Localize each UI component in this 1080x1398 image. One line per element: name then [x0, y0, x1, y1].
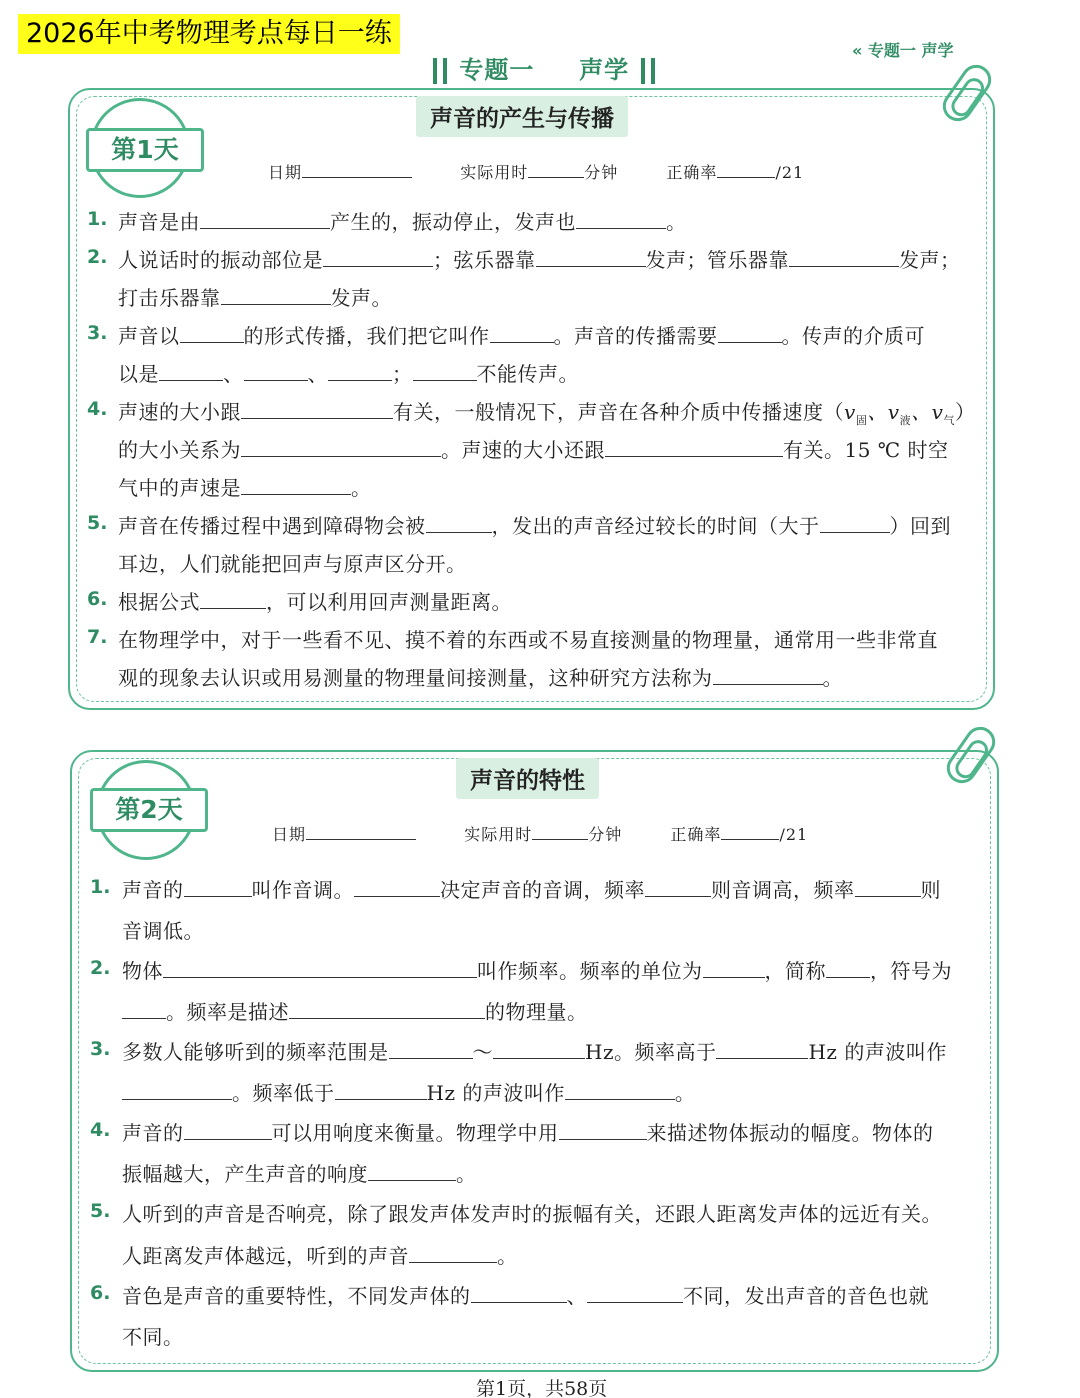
answer-blank[interactable] — [389, 1043, 473, 1059]
answer-blank[interactable] — [426, 517, 492, 533]
question-number: 4. — [90, 1119, 111, 1141]
question-number: 5. — [90, 1200, 111, 1222]
topic-title — [430, 50, 658, 85]
answer-blank[interactable] — [244, 365, 308, 381]
accuracy-blank[interactable] — [721, 826, 779, 840]
day1-q4-line2: 的大小关系为 。声速的大小还跟 有关。15 ℃ 时空 — [118, 438, 949, 462]
day1-q6: 根据公式 ，可以利用回声测量距离。 — [118, 590, 512, 614]
answer-blank[interactable] — [180, 327, 244, 343]
answer-blank[interactable] — [122, 1084, 232, 1100]
answer-blank[interactable] — [184, 881, 252, 897]
day2-q4-line1: 声音的 可以用响度来衡量。物理学中用 来描述物体振动的幅度。物体的 — [122, 1121, 934, 1145]
answer-blank[interactable] — [328, 365, 392, 381]
day2-meta — [272, 822, 808, 845]
question-number: 3. — [90, 1038, 111, 1060]
day2-q3-line2: 。频率低于 Hz 的声波叫作 。 — [122, 1077, 695, 1106]
page-footer: 第1页，共58页 — [476, 1378, 608, 1398]
day1-q4-line3: 气中的声速是 。 — [118, 476, 372, 500]
answer-blank[interactable] — [645, 881, 711, 897]
answer-blank[interactable] — [820, 517, 890, 533]
question-number: 4. — [87, 398, 108, 420]
answer-blank[interactable] — [703, 962, 765, 978]
question-number: 2. — [87, 246, 108, 268]
day2-q1-line2: 音调低。 — [122, 919, 204, 943]
day2-q5-line1: 人听到的声音是否响亮，除了跟发声体发声时的振幅有关，还跟人距离发声体的远近有关。 — [122, 1202, 942, 1226]
answer-blank[interactable] — [289, 1003, 485, 1019]
day1-q5-line1: 声音在传播过程中遇到障碍物会被 ，发出的声音经过较长的时间（大于 ）回到 — [118, 514, 951, 538]
question-number: 1. — [90, 876, 111, 898]
answer-blank[interactable] — [221, 289, 331, 305]
day2-q2-line2: 。频率是描述 的物理量。 — [122, 996, 588, 1025]
answer-blank[interactable] — [335, 1084, 427, 1100]
day1-q4-line1: 声速的大小跟 有关，一般情况下，声音在各种介质中传播速度（$v_固$、$v_液$、$v_气$） — [118, 400, 976, 427]
time-blank[interactable] — [532, 826, 588, 840]
answer-blank[interactable] — [200, 213, 330, 229]
answer-blank[interactable] — [536, 251, 646, 267]
answer-blank[interactable] — [323, 251, 433, 267]
day1-q3-line1: 声音以 的形式传播，我们把它叫作 。声音的传播需要 。传声的介质可 — [118, 324, 925, 348]
day1-q2-line2: 打击乐器靠 发声。 — [118, 286, 392, 310]
question-number: 5. — [87, 512, 108, 534]
answer-blank[interactable] — [368, 1165, 456, 1181]
answer-blank[interactable] — [789, 251, 899, 267]
answer-blank[interactable] — [493, 1043, 585, 1059]
topic-title-left: 专题一 — [459, 56, 535, 84]
document-banner: 2026年中考物理考点每日一练 — [18, 14, 400, 54]
day1-meta — [268, 160, 804, 183]
answer-blank[interactable] — [471, 1287, 567, 1303]
day1-q1: 声音是由 产生的，振动停止，发声也 。 — [118, 210, 687, 234]
day1-q5-line2: 耳边，人们就能把回声与原声区分开。 — [118, 552, 467, 576]
answer-blank[interactable] — [716, 1043, 808, 1059]
answer-blank[interactable] — [354, 881, 440, 897]
date-blank[interactable] — [306, 826, 416, 840]
answer-blank[interactable] — [184, 1124, 272, 1140]
date-label: 日期 — [268, 163, 303, 182]
total-label: /21 — [775, 163, 805, 182]
time-label: 实际用时 — [460, 163, 529, 182]
day2-q3-line1: 多数人能够听到的频率范围是 ～ Hz。频率高于 Hz 的声波叫作 — [122, 1040, 947, 1064]
question-number: 7. — [87, 626, 108, 648]
answer-blank[interactable] — [605, 441, 783, 457]
question-number: 1. — [87, 208, 108, 230]
day1-section-title: 声音的产生与传播 — [416, 96, 628, 137]
header-topic-label: « 专题一 声学 — [852, 41, 954, 60]
answer-blank[interactable] — [490, 327, 554, 343]
answer-blank[interactable] — [241, 441, 441, 457]
title-bar-left — [433, 58, 437, 84]
accuracy-label: 正确率 — [666, 163, 718, 182]
day1-q7-line1: 在物理学中，对于一些看不见、摸不着的东西或不易直接测量的物理量，通常用一些非常直 — [118, 628, 938, 652]
topic-title-right: 声学 — [579, 56, 630, 84]
answer-blank[interactable] — [826, 962, 870, 978]
day2-q1-line1: 声音的 叫作音调。 决定声音的音调，频率 则音调高，频率 则 — [122, 878, 941, 902]
answer-blank[interactable] — [163, 962, 477, 978]
answer-blank[interactable] — [413, 365, 477, 381]
answer-blank[interactable] — [241, 479, 351, 495]
answer-blank[interactable] — [576, 213, 666, 229]
answer-blank[interactable] — [855, 881, 921, 897]
accuracy-label: 正确率 — [670, 825, 722, 844]
answer-blank[interactable] — [200, 593, 266, 609]
title-bar-left-2 — [443, 58, 447, 84]
date-blank[interactable] — [302, 164, 412, 178]
answer-blank[interactable] — [122, 1003, 166, 1019]
answer-blank[interactable] — [559, 1124, 647, 1140]
question-number: 2. — [90, 957, 111, 979]
minutes-label: 分钟 — [584, 163, 619, 182]
day1-q7-line2: 观的现象去认识或用易测量的物理量间接测量，这种研究方法称为 。 — [118, 666, 843, 690]
answer-blank[interactable] — [587, 1287, 683, 1303]
answer-blank[interactable] — [241, 403, 393, 419]
day2-q6-line1: 音色是声音的重要特性，不同发声体的 、 不同，发出声音的音色也就 — [122, 1284, 929, 1308]
answer-blank[interactable] — [718, 327, 782, 343]
day1-q2-line1: 人说话时的振动部位是 ；弦乐器靠 发声；管乐器靠 发声； — [118, 248, 961, 272]
day2-badge: 第2天 — [90, 788, 208, 832]
day1-q3-line2: 以是 、 、 ； 不能传声。 — [118, 362, 579, 386]
question-number: 6. — [90, 1282, 111, 1304]
accuracy-blank[interactable] — [717, 164, 775, 178]
answer-blank[interactable] — [409, 1247, 497, 1263]
minutes-label: 分钟 — [588, 825, 623, 844]
question-number: 3. — [87, 322, 108, 344]
day2-q6-line2: 不同。 — [122, 1325, 184, 1349]
time-blank[interactable] — [528, 164, 584, 178]
title-bar-right — [641, 58, 645, 84]
time-label: 实际用时 — [464, 825, 533, 844]
day2-q4-line2: 振幅越大，产生声音的响度 。 — [122, 1162, 477, 1186]
title-bar-right-2 — [651, 58, 655, 84]
question-number: 6. — [87, 588, 108, 610]
date-label: 日期 — [272, 825, 307, 844]
answer-blank[interactable] — [565, 1084, 675, 1100]
day2-q2-line1: 物体 叫作频率。频率的单位为 ，简称 ，符号为 — [122, 959, 952, 983]
day2-section-title: 声音的特性 — [456, 758, 599, 799]
answer-blank[interactable] — [159, 365, 223, 381]
total-label: /21 — [779, 825, 809, 844]
day2-q5-line2: 人距离发声体越远，听到的声音 。 — [122, 1244, 518, 1268]
answer-blank[interactable] — [713, 669, 823, 685]
day1-badge: 第1天 — [86, 128, 204, 172]
